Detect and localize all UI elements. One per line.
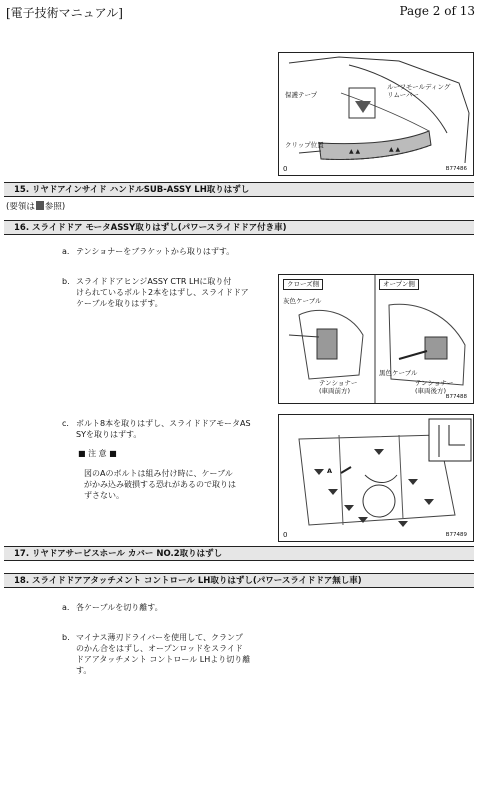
figure-code: B77486	[445, 166, 467, 172]
step-16-heading: 16. スライドドア モータASSY取りはずし(パワースライドドア付き車)	[4, 220, 474, 235]
page-indicator: Page 2 of 13	[399, 4, 475, 18]
item-text: マイナス薄刃ドライバーを使用して、クランプ のかん合をはずし、オープンロッドをスライド ドアアタッチメント コントロール LHより切り離 す。	[76, 633, 251, 675]
roof-molding-drawing	[279, 53, 474, 176]
step-18-heading: 18. スライドドアアタッチメント コントロール LH取りはずし(パワースライドドア無し車)	[4, 573, 474, 588]
item-text: ボルト8本を取りはずし、スライドドアモータAS SYを取りはずす。	[76, 419, 251, 439]
item-label: b.	[62, 633, 70, 642]
slide-door-motor-drawing	[279, 415, 474, 542]
reference-suffix: 参照)	[44, 202, 66, 212]
item-label: c.	[62, 419, 69, 428]
label-closed-side: クローズ側	[283, 279, 323, 290]
label-tensioner-front: テンショナー (車両前方)	[319, 379, 358, 395]
label-gray-cable: 灰色ケーブル	[283, 297, 322, 305]
caution-title: ■ 注 意 ■	[78, 449, 117, 458]
item-text: 各ケーブルを切り離す。	[76, 603, 163, 612]
item-label: a.	[62, 247, 70, 256]
label-protective-tape: 保護テープ	[285, 91, 318, 99]
svg-text:▲ ▲: ▲ ▲	[349, 148, 361, 155]
label-open-side: オープン側	[379, 279, 419, 290]
step-15-heading: 15. リヤドアインサイド ハンドルSUB-ASSY LH取りはずし	[4, 182, 474, 197]
item-label: a.	[62, 603, 70, 612]
figure-code: B77488	[445, 394, 467, 400]
label-black-cable: 黒色ケーブル	[379, 369, 418, 377]
document-link-icon[interactable]	[36, 201, 44, 210]
step-17-heading: 17. リヤドアサービスホール カバー NO.2取りはずし	[4, 546, 474, 561]
label-molding-remover: ルーフモールディング リムーバー	[387, 83, 451, 99]
manual-title: [電子技術マニュアル]	[6, 6, 123, 20]
caution-body: 図のAのボルトは組み付け時に、ケーブル がかみ込み破損する恐れがあるので取りは ずさない。	[84, 469, 236, 500]
label-clip-position: クリップ位置	[285, 141, 324, 149]
item-label: b.	[62, 277, 70, 286]
label-bolt-a: A	[327, 467, 333, 475]
label-tensioner-rear: テンショナー (車両後方)	[415, 379, 454, 395]
item-text: スライドドアヒンジASSY CTR LHに取り付 けられているボルト2本をはずし、スライドドア ケーブルを取りはずす。	[76, 277, 249, 308]
figure-marker: 0	[283, 165, 288, 173]
svg-text:▲ ▲: ▲ ▲	[389, 146, 401, 153]
figure-slide-door-motor	[278, 414, 474, 542]
figure-code: B77489	[445, 532, 467, 538]
figure-tensioner	[278, 274, 474, 404]
item-text: テンショナーをブラケットから取りはずす。	[76, 247, 235, 256]
figure-marker: 0	[283, 531, 288, 539]
step-15-reference	[6, 200, 65, 212]
figure-roof-molding	[278, 52, 474, 176]
reference-prefix: (要領は	[6, 202, 35, 212]
